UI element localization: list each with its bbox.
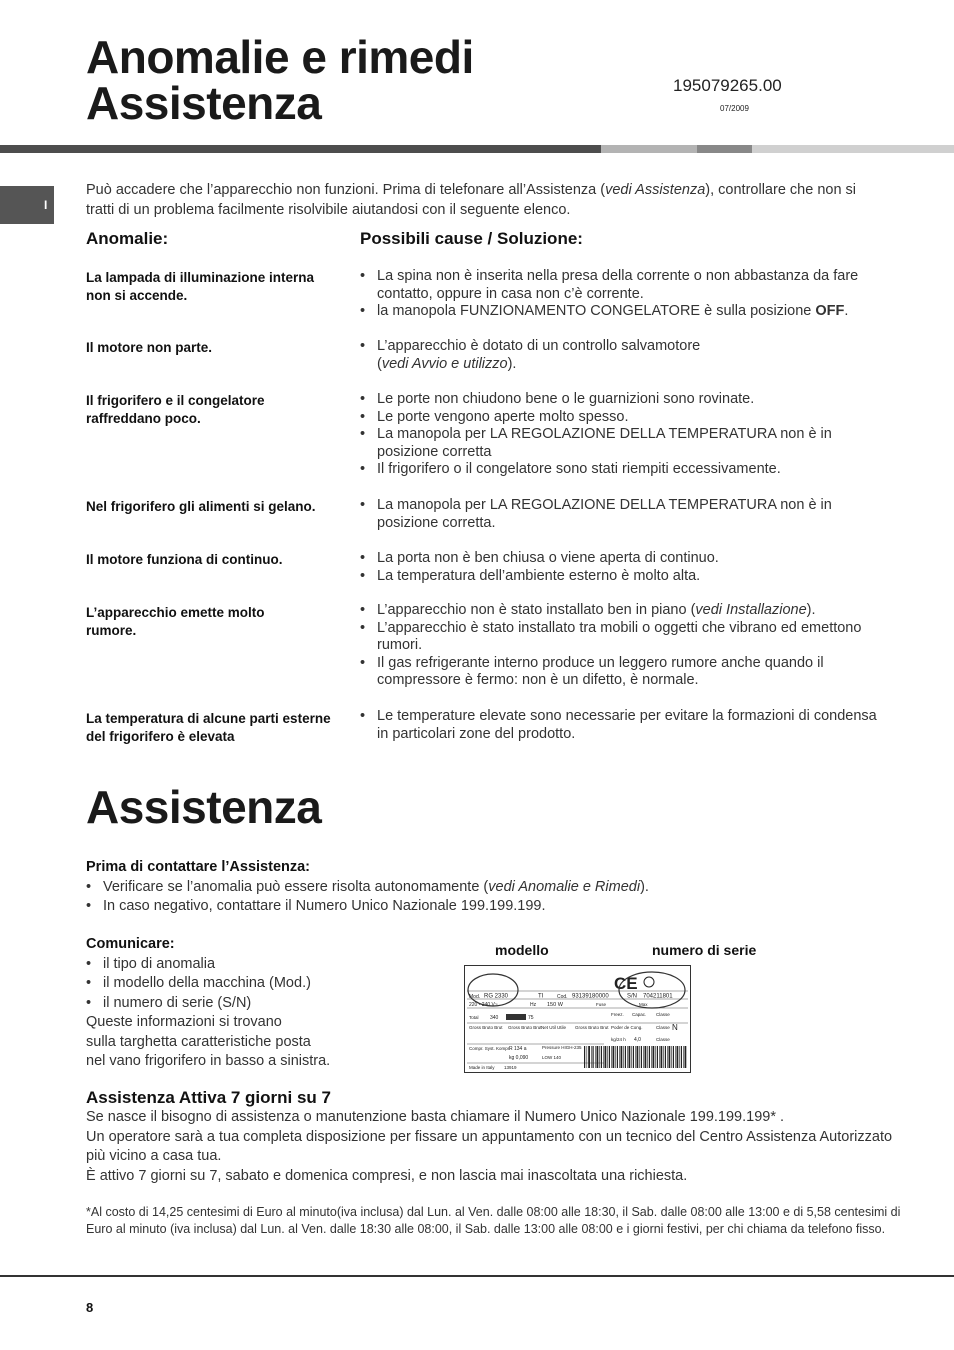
footnote: *Al costo di 14,25 centesimi di Euro al minuto(iva inclusa) dal Lun. al Ven. dalle 08:00 alle 18:30, il Sab. dalle 08:00 alle 13:00 e di 5,58 centesimi di Euro al minuto (iva inclusa) dal Lun. al Ven. dalle 18:30 alle 08:00, il Sab. dalle 13:00 alle 08:00 e i giorni festivi, per chi chiama da telefono fisso.	[86, 1205, 901, 1236]
doc-number: 195079265.00	[673, 76, 782, 95]
header-bar-dark	[0, 145, 601, 153]
cause-item: • La manopola per LA REGOLAZIONE DELLA TEMPERATURA non è in posizione corretta	[360, 426, 880, 461]
plate-sn-value: 704211801	[643, 993, 673, 1000]
cause-item: • Le temperature elevate sono necessarie per evitare la formazioni di condensa in particolari zone del prodotto.	[360, 708, 880, 743]
plate-compr: Compr. Syst. Kompr.	[469, 1046, 511, 1051]
ce-mark-icon: CE	[614, 974, 638, 993]
header-bar-pale	[752, 145, 954, 153]
plate-made: Made in Italy	[469, 1065, 495, 1070]
doc-date: 07/2009	[720, 104, 749, 113]
column-header-anomalie: Anomalie:	[86, 229, 169, 248]
header-bar-mid	[697, 145, 752, 153]
label-model: modello	[495, 942, 549, 958]
intro-reference: vedi Assistenza	[605, 182, 706, 198]
language-tab-label: I	[44, 198, 48, 212]
before-contact-title: Prima di contattare l’Assistenza:	[86, 859, 311, 875]
plate-gross: Gross Bruto Brut	[469, 1025, 503, 1030]
anomaly-lamp: La lampada di illuminazione interna non si accende.	[86, 270, 315, 303]
cause-item: • L’apparecchio è dotato di un controllo salvamotore (vedi Avvio e utilizzo).	[360, 338, 880, 373]
active-assistance-line: Se nasce il bisogno di assistenza o manutenzione basta chiamare il Numero Unico Nazionale 199.199.199* .	[86, 1109, 785, 1125]
page-number: 8	[86, 1300, 94, 1315]
causes-cooling-low	[360, 391, 880, 479]
plate-hz: Hz	[530, 1002, 537, 1008]
causes-lamp	[360, 268, 880, 321]
cause-item: • L’apparecchio non è stato installato ben in piano (vedi Installazione).	[360, 602, 880, 620]
intro-text: Può accadere che l’apparecchio non funzioni. Prima di telefonare all’Assistenza (	[86, 182, 606, 198]
plate-fuse: Fuse	[596, 1002, 607, 1007]
anomaly-cooling-low: Il frigorifero e il congelatore raffreddano poco.	[86, 393, 265, 426]
rating-plate-illustration	[464, 960, 692, 1074]
cause-item: • La porta non è ben chiusa o viene aperta di continuo.	[360, 550, 880, 568]
plate-classe: Classe	[656, 1012, 670, 1017]
plate-low: LOW 140	[542, 1055, 562, 1060]
communicate-section	[86, 935, 446, 1072]
plate-net: Net Util Utile	[541, 1025, 567, 1030]
cause-item: • La spina non è inserita nella presa della corrente o non abbastanza da fare contatto, oppure in casa non c’è corrente.	[360, 268, 880, 303]
header-bar-light	[601, 145, 697, 153]
plate-75: 75	[528, 1015, 534, 1021]
plate-ti: TI	[538, 993, 544, 1000]
cause-item: • La temperatura dell’ambiente esterno è molto alta.	[360, 568, 880, 586]
cause-item: • la manopola FUNZIONAMENTO CONGELATORE è sulla posizione OFF.	[360, 303, 880, 321]
cause-item: • La manopola per LA REGOLAZIONE DELLA TEMPERATURA non è in posizione corretta.	[360, 497, 880, 532]
plate-total: Total	[469, 1015, 479, 1020]
anomaly-motor-continuous: Il motore funziona di continuo.	[86, 552, 283, 567]
plate-mod-label: Mod.	[469, 994, 481, 1000]
communicate-title: Comunicare:	[86, 936, 175, 952]
label-serial-number: numero di serie	[652, 942, 757, 958]
anomaly-noise: L’apparecchio emette molto rumore.	[86, 605, 265, 638]
plate-classe-bottom: Classe	[656, 1037, 670, 1042]
plate-kg: kg 0,090	[509, 1055, 529, 1061]
causes-motor-continuous	[360, 550, 880, 585]
plate-mod-value: RG 2330	[484, 993, 509, 1000]
plate-cod-label: Cod.	[557, 994, 568, 1000]
cause-item: • Le porte non chiudono bene o le guarnizioni sono rovinate.	[360, 391, 880, 409]
communicate-note-line: sulla targhetta caratteristiche posta	[86, 1033, 311, 1050]
plate-cod-value: 93139180000	[572, 993, 609, 1000]
assistenza-title: Assistenza	[86, 781, 322, 833]
causes-motor-not-start	[360, 338, 880, 373]
plate-max: Max	[639, 1002, 648, 1007]
intro-paragraph	[86, 181, 866, 220]
plate-poder: Poder de Cong.	[611, 1025, 643, 1030]
plate-watt: 150 W	[547, 1002, 563, 1008]
page-title-line1: Anomalie e rimedi	[86, 31, 474, 83]
active-assistance-title: Assistenza Attiva 7 giorni su 7	[86, 1088, 331, 1107]
plate-sn-label: S/N	[627, 993, 638, 1000]
column-header-cause: Possibili cause / Soluzione:	[360, 229, 583, 248]
footer-rule	[0, 1275, 954, 1277]
causes-food-freezing	[360, 497, 880, 532]
plate-kg24: kg/24 h	[611, 1037, 626, 1042]
plate-made-value: 13919	[504, 1065, 517, 1070]
plate-volt: 220 - 240 V~	[469, 1002, 498, 1008]
active-assistance-line: Un operatore sarà a tua completa disposizione per fissare un appuntamento con un tecnico del Centro Assistenza Autorizzato più vicino a casa tua.	[86, 1128, 893, 1164]
intro-text-end: ), controllare che non si tratti di un problema facilmente risolvibile aiutandosi con il seguente elenco.	[86, 182, 857, 218]
anomaly-food-freezing: Nel frigorifero gli alimenti si gelano.	[86, 499, 316, 514]
language-tab	[0, 186, 54, 224]
plate-r134: R 134 a	[509, 1046, 527, 1052]
before-contact-item: • In caso negativo, contattare il Numero Unico Nazionale 199.199.199.	[86, 897, 886, 917]
before-contact-section	[86, 858, 886, 917]
cause-item: • Il frigorifero o il congelatore sono stati riempiti eccessivamente.	[360, 461, 880, 479]
anomaly-external-temperature: La temperatura di alcune parti esterne del frigorifero è elevata	[86, 711, 331, 744]
active-assistance-line: È attivo 7 giorni su 7, sabato e domenica compresi, e non lascia mai inascoltata una richiesta.	[86, 1167, 688, 1184]
plate-total-value: 340	[490, 1015, 499, 1021]
cause-item: • Le porte vengono aperte molto spesso.	[360, 409, 880, 427]
cause-item: • L’apparecchio è stato installato tra mobili o oggetti che vibrano ed emettono rumori.	[360, 620, 880, 655]
communicate-item: • il tipo di anomalia	[86, 955, 446, 975]
cause-item: • Il gas refrigerante interno produce un leggero rumore anche quando il compressore è fermo: non è un difetto, è normale.	[360, 655, 880, 690]
page-title-line2: Assistenza	[86, 77, 322, 129]
plate-classe-label: Classe	[656, 1025, 670, 1030]
communicate-item: • il numero di serie (S/N)	[86, 994, 446, 1014]
plate-kg24-value: 4,0	[634, 1037, 641, 1043]
communicate-note-line: Queste informazioni si trovano	[86, 1014, 282, 1030]
before-contact-item: • Verificare se l’anomalia può essere risolta autonomamente (vedi Anomalie e Rimedi).	[86, 878, 886, 898]
communicate-note-line: nel vano frigorifero in basso a sinistra.	[86, 1053, 331, 1069]
anomaly-motor-not-start: Il motore non parte.	[86, 340, 213, 355]
causes-noise	[360, 602, 880, 690]
causes-external-temperature	[360, 708, 880, 743]
plate-pressure: Pressure HIGH-235	[542, 1045, 582, 1050]
plate-capac: Capac.	[632, 1012, 647, 1017]
plate-classe-n: N	[672, 1023, 678, 1032]
plate-freez: Freez.	[611, 1012, 624, 1017]
active-assistance-body	[86, 1108, 906, 1186]
plate-gross-3: Gross Bruto Brut	[575, 1025, 609, 1030]
communicate-item: • il modello della macchina (Mod.)	[86, 974, 446, 994]
plate-gross-2: Gross Bruto Brut	[508, 1025, 542, 1030]
